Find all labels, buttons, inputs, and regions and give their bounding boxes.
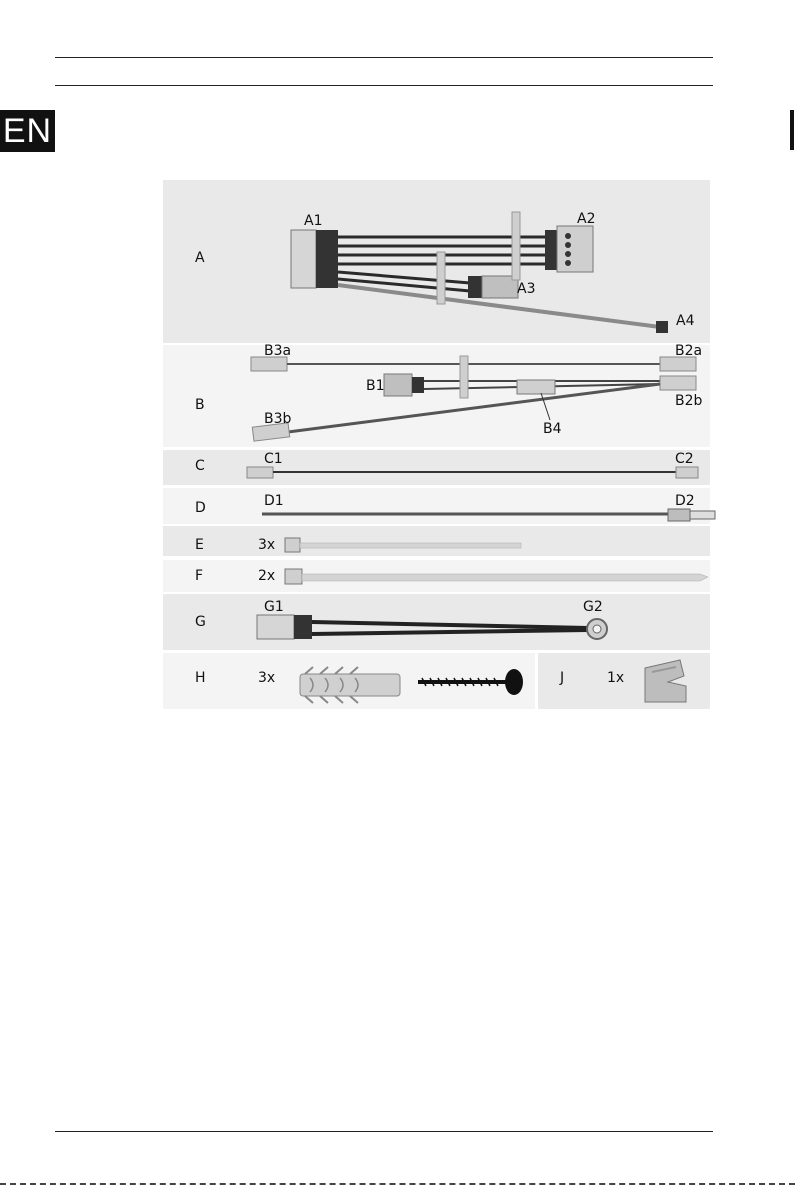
row-label-b: B bbox=[195, 397, 205, 413]
row-label-h: H bbox=[195, 670, 206, 686]
band-b bbox=[163, 345, 710, 447]
b3a-plug bbox=[251, 357, 287, 371]
row-label-a: A bbox=[195, 250, 205, 266]
callout-c1: C1 bbox=[264, 451, 283, 467]
qty-e: 3x bbox=[258, 537, 276, 553]
c1-plug bbox=[247, 467, 273, 478]
callout-g1: G1 bbox=[264, 599, 284, 615]
callout-d1: D1 bbox=[264, 493, 284, 509]
b1-connector bbox=[384, 374, 412, 396]
callout-a4: A4 bbox=[676, 313, 695, 329]
band-d bbox=[163, 488, 710, 524]
callout-d2: D2 bbox=[675, 493, 695, 509]
a4-cable-end bbox=[656, 321, 668, 333]
row-label-j: J bbox=[560, 670, 565, 686]
b2b-plug bbox=[660, 376, 696, 390]
g1-connector bbox=[257, 615, 294, 639]
row-label-d: D bbox=[195, 500, 206, 516]
callout-b1: B1 bbox=[366, 378, 385, 394]
callout-g2: G2 bbox=[583, 599, 603, 615]
callout-b3a: B3a bbox=[264, 343, 292, 359]
row-label-f: F bbox=[195, 568, 204, 584]
a3-connector bbox=[468, 276, 482, 298]
qty-j: 1x bbox=[607, 670, 625, 686]
callout-b2b: B2b bbox=[675, 393, 703, 409]
b4-inline-part bbox=[517, 380, 555, 394]
row-label-e: E bbox=[195, 537, 204, 553]
callout-b4: B4 bbox=[543, 421, 562, 437]
d2-terminal bbox=[668, 509, 690, 521]
a2-connector bbox=[545, 230, 557, 270]
row-label-g: G bbox=[195, 614, 206, 630]
c2-plug bbox=[676, 467, 698, 478]
qty-f: 2x bbox=[258, 568, 276, 584]
callout-b2a: B2a bbox=[675, 343, 703, 359]
band-c bbox=[163, 450, 710, 485]
band-g bbox=[163, 594, 710, 650]
qty-h: 3x bbox=[258, 670, 276, 686]
row-label-c: C bbox=[195, 458, 205, 474]
callout-c2: C2 bbox=[675, 451, 694, 467]
b2a-plug bbox=[660, 357, 696, 371]
callout-a2: A2 bbox=[577, 211, 596, 227]
language-tab: EN bbox=[0, 110, 55, 152]
band-e bbox=[163, 526, 710, 556]
callout-a3: A3 bbox=[517, 281, 536, 297]
callout-a1: A1 bbox=[304, 213, 323, 229]
callout-b3b: B3b bbox=[264, 411, 292, 427]
a1-connector bbox=[291, 230, 316, 288]
